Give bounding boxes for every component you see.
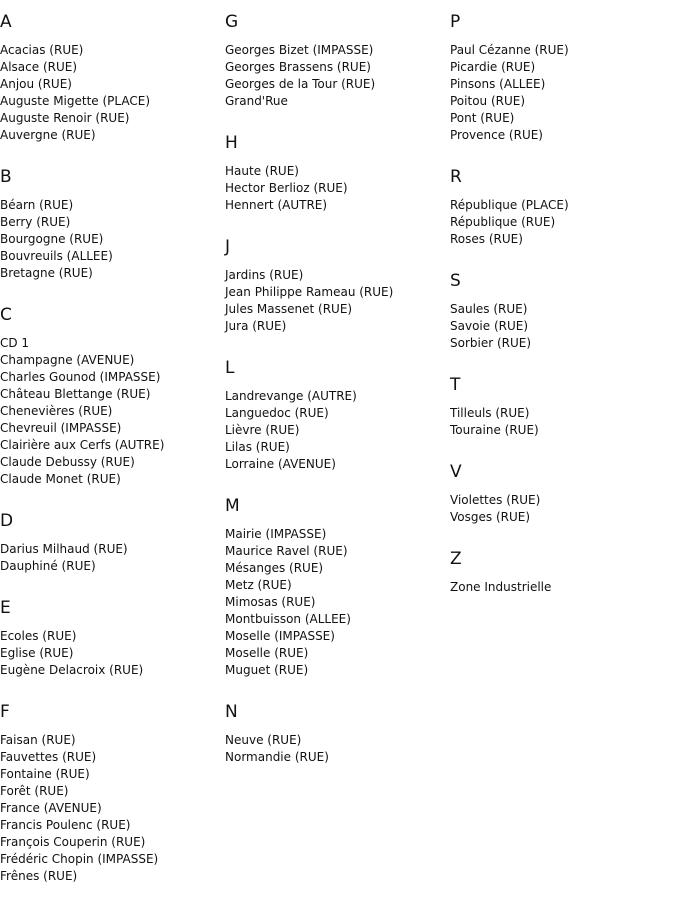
street-item: Pinsons (ALLEE) [450,77,546,91]
street-item: Landrevange (AUTRE) [225,389,357,403]
street-item: Clairière aux Cerfs (AUTRE) [0,438,165,452]
street-item: République (RUE) [450,215,556,229]
street-item: Lorraine (AVENUE) [225,457,336,471]
letter-group [0,12,225,144]
street-list [450,197,675,248]
street-item: France (AVENUE) [0,801,102,815]
street-item: Grand'Rue [225,94,288,108]
street-item: Chenevières (RUE) [0,404,113,418]
letter-heading: P [450,12,461,32]
street-item: Chevreuil (IMPASSE) [0,421,122,435]
street-item: Georges de la Tour (RUE) [225,77,376,91]
street-list [0,732,225,885]
street-item: Metz (RUE) [225,578,292,592]
letter-group [225,496,450,679]
street-item: Normandie (RUE) [225,750,329,764]
street-item: Montbuisson (ALLEE) [225,612,351,626]
letter-heading: B [0,167,12,187]
street-item: Haute (RUE) [225,164,299,178]
street-item: Hector Berlioz (RUE) [225,181,348,195]
letter-heading: H [225,133,238,153]
street-item: Béarn (RUE) [0,198,74,212]
street-item: Violettes (RUE) [450,493,541,507]
street-item: Georges Brassens (RUE) [225,60,371,74]
letter-group [450,375,675,439]
street-item: Touraine (RUE) [450,423,539,437]
letter-group [225,358,450,473]
street-item: Mésanges (RUE) [225,561,324,575]
street-item: Claude Monet (RUE) [0,472,121,486]
street-item: Ecoles (RUE) [0,629,77,643]
letter-heading: M [225,496,240,516]
street-item: Claude Debussy (RUE) [0,455,135,469]
street-item: Moselle (RUE) [225,646,309,660]
street-item: Georges Bizet (IMPASSE) [225,43,374,57]
street-item: Auguste Renoir (RUE) [0,111,130,125]
street-item: Château Blettange (RUE) [0,387,151,401]
street-item: Frédéric Chopin (IMPASSE) [0,852,159,866]
street-list [0,197,225,282]
street-item: Jardins (RUE) [225,268,304,282]
street-list [450,301,675,352]
street-item: Fontaine (RUE) [0,767,90,781]
street-item: Poitou (RUE) [450,94,526,108]
street-list [225,163,450,214]
street-item: Mairie (IMPASSE) [225,527,327,541]
street-item: Bretagne (RUE) [0,266,93,280]
street-item: Lilas (RUE) [225,440,290,454]
letter-group [225,12,450,110]
street-item: Jules Massenet (RUE) [225,302,353,316]
street-item: Bourgogne (RUE) [0,232,104,246]
letter-heading: R [450,167,462,187]
street-item: Eugène Delacroix (RUE) [0,663,144,677]
street-item: Eglise (RUE) [0,646,74,660]
street-item: Auvergne (RUE) [0,128,96,142]
letter-heading: T [450,375,461,395]
street-list [450,579,675,596]
street-item: Neuve (RUE) [225,733,302,747]
street-item: Maurice Ravel (RUE) [225,544,348,558]
street-list [225,388,450,473]
street-item: Berry (RUE) [0,215,71,229]
street-list [450,405,675,439]
letter-group [0,598,225,679]
letter-group [450,549,675,596]
street-item: Sorbier (RUE) [450,336,532,350]
letter-heading: L [225,358,235,378]
letter-group [0,702,225,885]
street-item: Roses (RUE) [450,232,523,246]
letter-heading: S [450,271,461,291]
street-item: Hennert (AUTRE) [225,198,328,212]
street-list [225,732,450,766]
street-item: Fauvettes (RUE) [0,750,97,764]
street-list [225,42,450,110]
letter-group [450,271,675,352]
letter-group [0,511,225,575]
street-index-column-3 [450,0,675,596]
street-item: Moselle (IMPASSE) [225,629,335,643]
street-item: Paul Cézanne (RUE) [450,43,569,57]
street-item: Faisan (RUE) [0,733,76,747]
street-index-column-1 [0,0,225,885]
street-item: Champagne (AVENUE) [0,353,135,367]
street-item: Jura (RUE) [225,319,287,333]
street-item: Provence (RUE) [450,128,543,142]
letter-heading: C [0,305,12,325]
street-item: Jean Philippe Rameau (RUE) [225,285,394,299]
street-item: Auguste Migette (PLACE) [0,94,151,108]
letter-heading: Z [450,549,462,569]
letter-group [225,237,450,335]
street-item: Pont (RUE) [450,111,515,125]
letter-heading: D [0,511,14,531]
letter-heading: F [0,702,10,722]
letter-group [450,12,675,144]
street-item: Picardie (RUE) [450,60,536,74]
street-item: Frênes (RUE) [0,869,78,883]
letter-heading: N [225,702,238,722]
street-item: Dauphiné (RUE) [0,559,96,573]
letter-group [225,702,450,766]
street-item: Forêt (RUE) [0,784,69,798]
street-item: Tilleuls (RUE) [450,406,530,420]
street-item: Bouvreuils (ALLEE) [0,249,113,263]
street-list [0,628,225,679]
street-item: Charles Gounod (IMPASSE) [0,370,161,384]
street-item: Mimosas (RUE) [225,595,316,609]
street-item: CD 1 [0,336,30,350]
street-item: Francis Poulenc (RUE) [0,818,131,832]
street-item: Zone Industrielle [450,580,552,594]
letter-heading: G [225,12,239,32]
letter-group [225,133,450,214]
street-list [225,526,450,679]
letter-heading: V [450,462,462,482]
street-list [450,42,675,144]
letter-heading: J [225,237,231,257]
street-item: Saules (RUE) [450,302,528,316]
street-list [0,335,225,488]
street-index-column-2 [225,0,450,766]
street-item: Muguet (RUE) [225,663,309,677]
letter-heading: A [0,12,12,32]
street-list [450,492,675,526]
street-item: Acacias (RUE) [0,43,84,57]
letter-heading: E [0,598,11,618]
letter-group [0,167,225,282]
street-list [0,42,225,144]
street-item: Languedoc (RUE) [225,406,329,420]
street-item: Darius Milhaud (RUE) [0,542,128,556]
street-list [225,267,450,335]
letter-group [0,305,225,488]
street-item: Alsace (RUE) [0,60,78,74]
letter-group [450,462,675,526]
street-item: François Couperin (RUE) [0,835,146,849]
street-item: Vosges (RUE) [450,510,531,524]
street-item: Anjou (RUE) [0,77,72,91]
letter-group [450,167,675,248]
street-list [0,541,225,575]
street-item: Lièvre (RUE) [225,423,300,437]
street-item: République (PLACE) [450,198,569,212]
street-item: Savoie (RUE) [450,319,529,333]
